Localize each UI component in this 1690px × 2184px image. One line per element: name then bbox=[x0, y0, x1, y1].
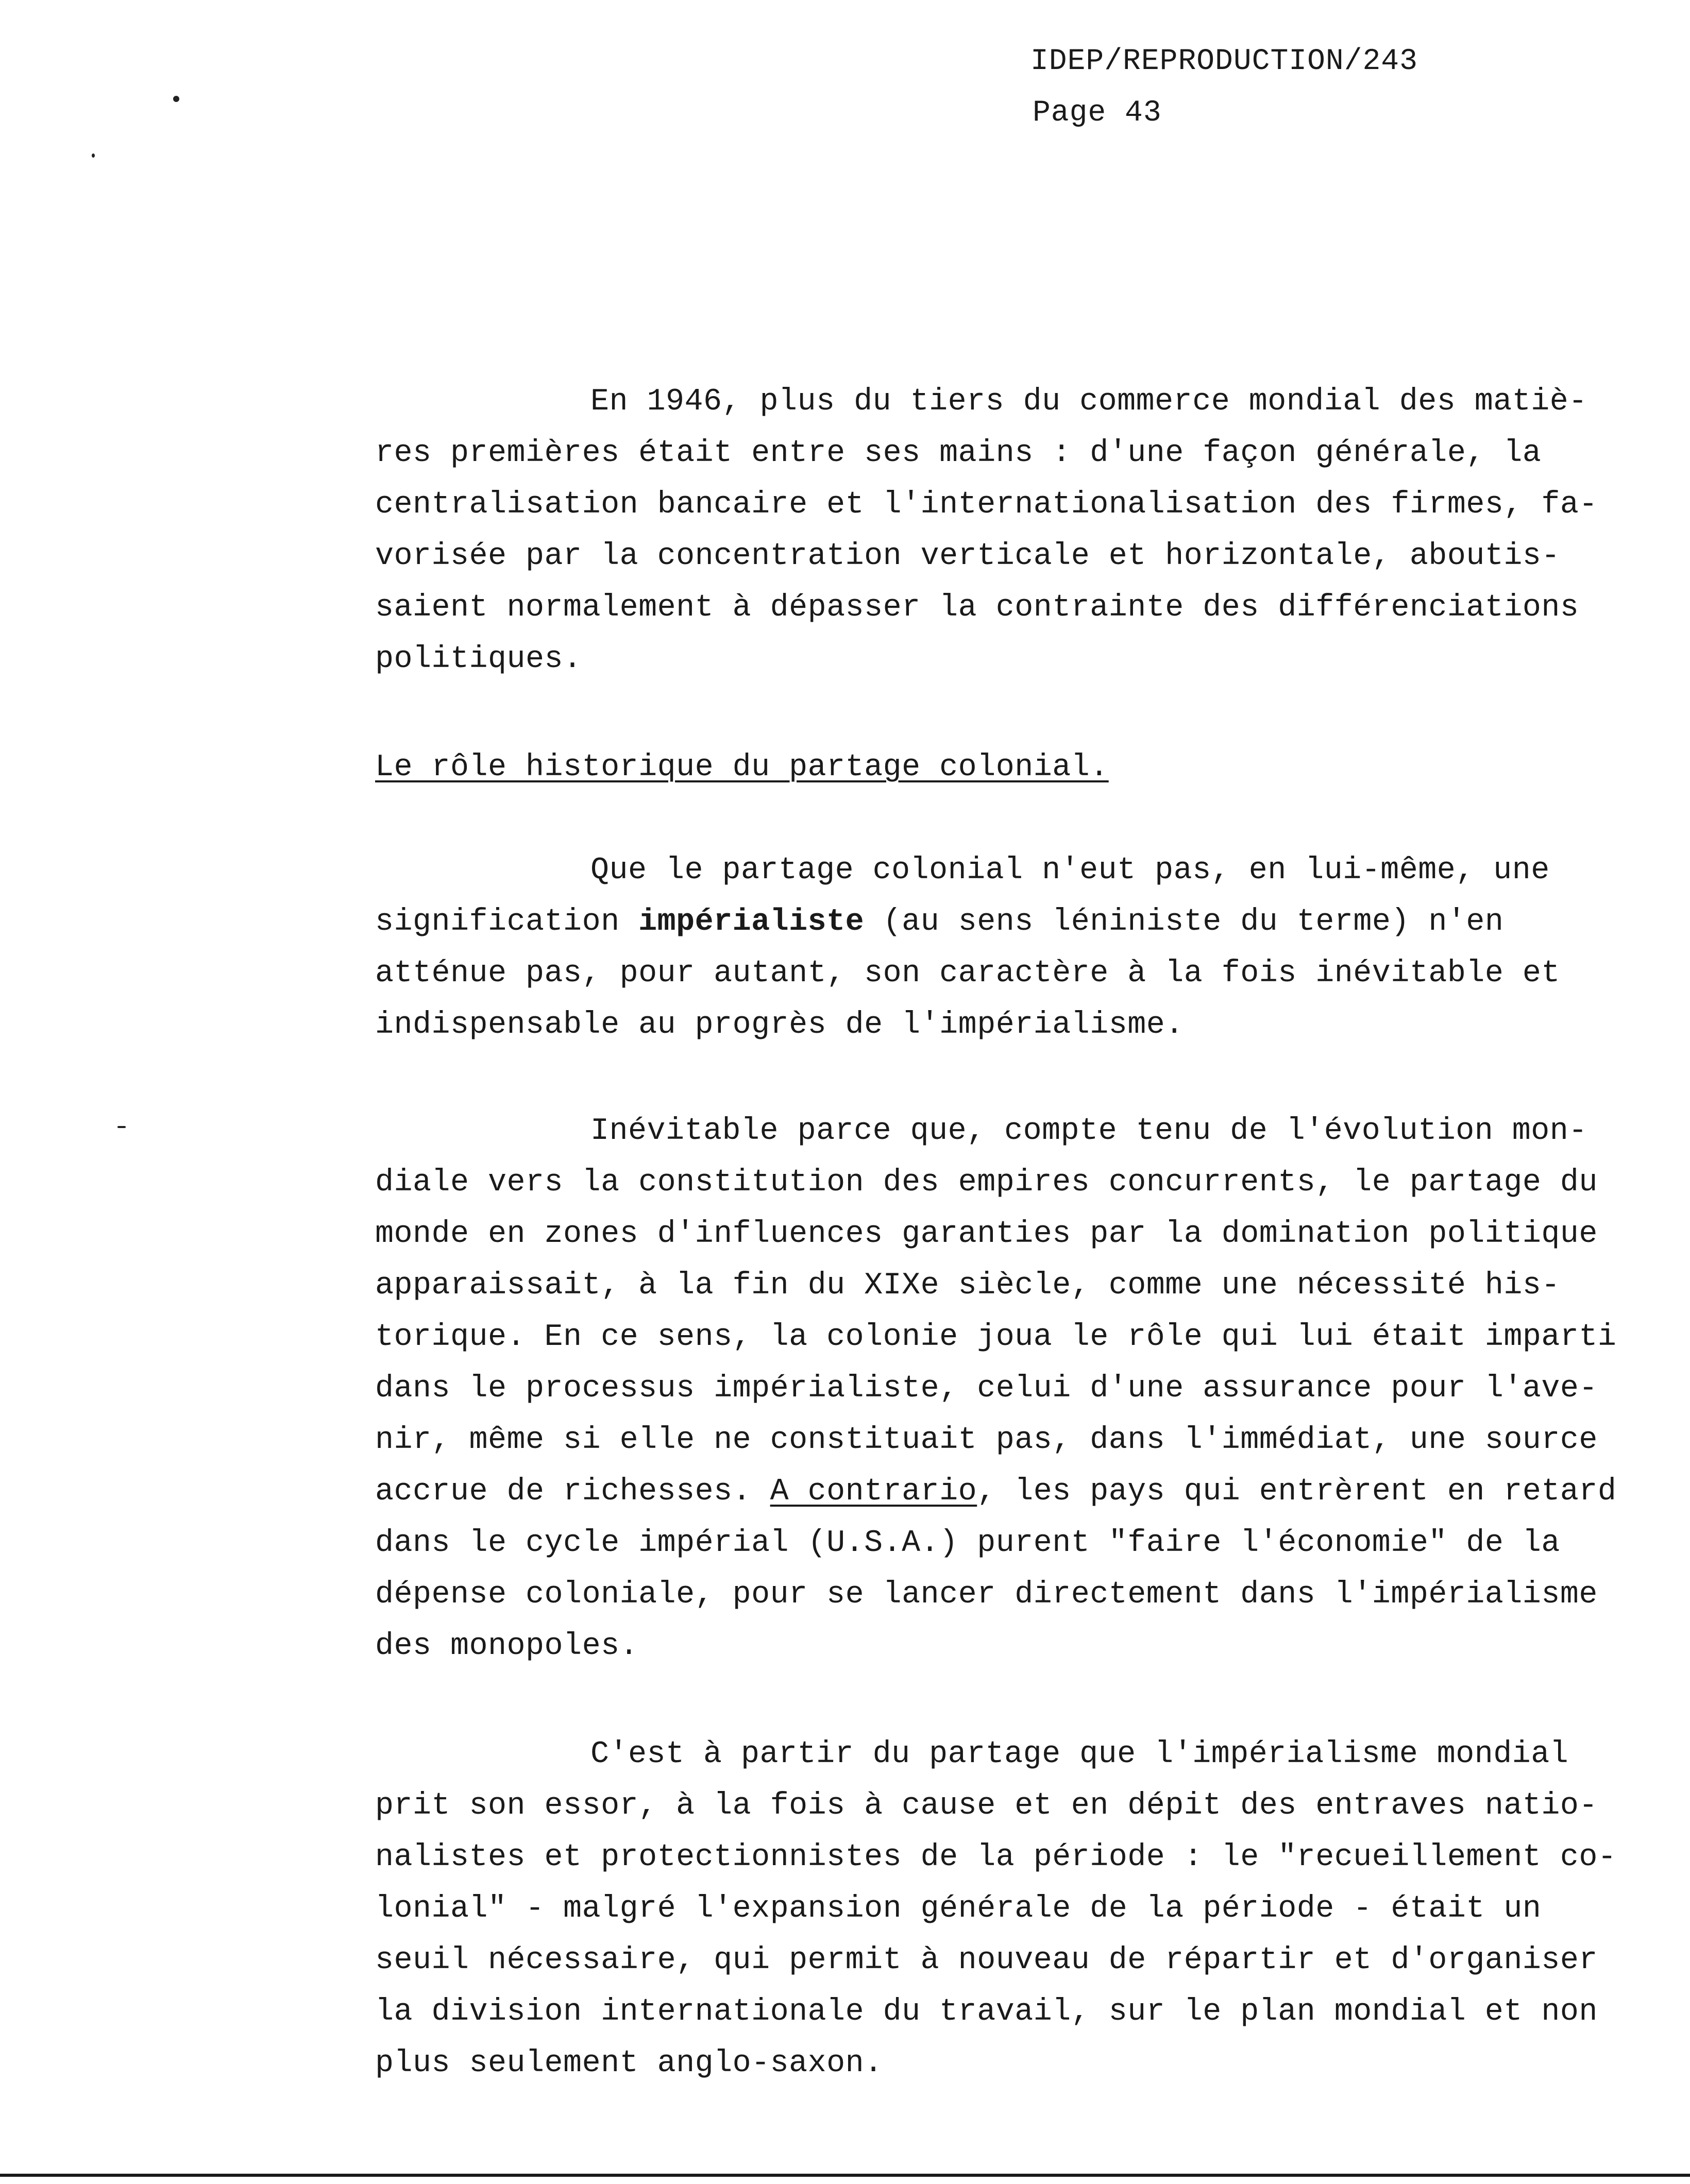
text-line: Que le partage colonial n'eut pas, en lui-même, une bbox=[590, 853, 1550, 888]
text-span: accrue de richesses. bbox=[375, 1474, 770, 1509]
text-span: , les pays qui entrèrent en retard bbox=[977, 1474, 1617, 1509]
text-line: vorisée par la concentration verticale et horizontale, aboutis- bbox=[375, 539, 1560, 574]
bold-term: impérialiste bbox=[638, 905, 865, 940]
text-line: centralisation bancaire et l'internationalisation des firmes, fa- bbox=[375, 487, 1598, 522]
text-line: des monopoles. bbox=[375, 1629, 639, 1664]
text-line: En 1946, plus du tiers du commerce mondial des matiè- bbox=[590, 384, 1587, 419]
text-line: dépense coloniale, pour se lancer directement dans l'impérialisme bbox=[375, 1577, 1598, 1612]
page-number: Page 43 bbox=[1033, 96, 1162, 130]
text-line: seuil nécessaire, qui permit à nouveau de répartir et d'organiser bbox=[375, 1943, 1598, 1978]
text-line: Inévitable parce que, compte tenu de l'évolution mon- bbox=[590, 1114, 1587, 1149]
text-line: C'est à partir du partage que l'impérialisme mondial bbox=[590, 1737, 1569, 1772]
scan-speck bbox=[117, 1126, 126, 1128]
text-line: diale vers la constitution des empires concurrents, le partage du bbox=[375, 1165, 1598, 1200]
scan-speck bbox=[173, 96, 179, 102]
text-line: plus seulement anglo-saxon. bbox=[375, 2046, 883, 2081]
text-span: signification bbox=[375, 905, 639, 940]
text-line bbox=[375, 1466, 1616, 1517]
text-line: la division internationale du travail, sur le plan mondial et non bbox=[375, 1994, 1598, 2029]
text-line: prit son essor, à la fois à cause et en dépit des entraves natio- bbox=[375, 1788, 1598, 1823]
text-line: nalistes et protectionnistes de la période : le "recueillement co- bbox=[375, 1840, 1617, 1875]
text-line bbox=[375, 896, 1503, 948]
text-line: torique. En ce sens, la colonie joua le rôle qui lui était imparti bbox=[375, 1320, 1617, 1355]
text-line: res premières était entre ses mains : d'une façon générale, la bbox=[375, 436, 1542, 471]
text-line: nir, même si elle ne constituait pas, dans l'immédiat, une source bbox=[375, 1423, 1598, 1458]
scan-speck bbox=[92, 153, 95, 158]
text-line: apparaissait, à la fin du XIXe siècle, comme une nécessité his- bbox=[375, 1268, 1560, 1303]
text-line: indispensable au progrès de l'impérialisme. bbox=[375, 1008, 1184, 1043]
text-line: saient normalement à dépasser la contrainte des différenciations bbox=[375, 590, 1579, 625]
text-line: dans le cycle impérial (U.S.A.) purent "faire l'économie" de la bbox=[375, 1526, 1560, 1561]
text-line: dans le processus impérialiste, celui d'une assurance pour l'ave- bbox=[375, 1371, 1598, 1406]
text-line: monde en zones d'influences garanties par la domination politique bbox=[375, 1217, 1598, 1252]
section-heading: Le rôle historique du partage colonial. bbox=[375, 750, 1109, 785]
bottom-edge-rule bbox=[0, 2174, 1690, 2177]
text-line: lonial" - malgré l'expansion générale de la période - était un bbox=[375, 1891, 1542, 1926]
document-reference: IDEP/REPRODUCTION/243 bbox=[1030, 45, 1418, 78]
text-span: (au sens léniniste du terme) n'en bbox=[864, 905, 1504, 940]
text-line: politiques. bbox=[375, 642, 582, 677]
document-header bbox=[1030, 36, 1418, 139]
text-line: atténue pas, pour autant, son caractère à la fois inévitable et bbox=[375, 956, 1560, 991]
underlined-term: A contrario bbox=[770, 1474, 977, 1509]
